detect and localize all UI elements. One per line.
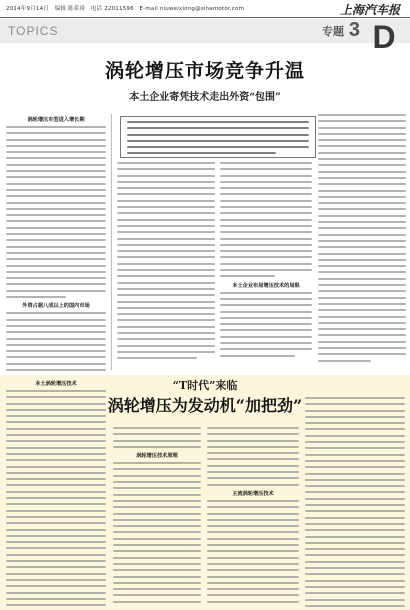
story1-column-1 (6, 114, 106, 372)
main-headline: 涡轮增压市场竞争升温 (104, 60, 305, 82)
section-letter: D (372, 19, 396, 55)
story2-column-1 (113, 427, 201, 607)
section-band (0, 19, 410, 55)
text-block (127, 121, 309, 154)
column-subtitle: 涡轮增压技术原理 (136, 453, 178, 460)
story2-headline: 涡轮增压为发动机“加把劲” (107, 396, 303, 415)
text-block (113, 462, 201, 607)
text-block (117, 162, 215, 359)
section-zhuanti: 专题 (322, 25, 344, 38)
story1-column-3 (220, 162, 312, 370)
page-date-line: 2014年9月14日 编辑 陈希琦 电话 22011596 E-mail niuweixiong@sinamotor.com (6, 6, 245, 12)
story2-kicker: “T时代”来临 (172, 379, 238, 392)
story1-column-2 (117, 162, 215, 370)
main-subhead: 本土企业寄凭技术走出外资“包围” (129, 92, 281, 103)
column-subtitle: 主流涡轮增压技术 (232, 490, 274, 497)
text-block (207, 500, 299, 607)
column-subtitle: 外资占据八成以上的国内市场 (22, 303, 90, 310)
text-block (113, 427, 201, 448)
column-subtitle: 涡轮增压车型进入增长期 (27, 117, 85, 123)
column-divider (111, 114, 112, 370)
story2-column-3 (305, 397, 405, 607)
story1-column-4 (318, 114, 406, 370)
text-block (6, 126, 106, 298)
page-number: 3 (348, 19, 360, 41)
text-block (6, 312, 106, 372)
intro-box (120, 116, 316, 158)
story2-column-2 (207, 427, 299, 607)
column-subtitle: 本土企业布局增压技术的局限 (232, 282, 300, 289)
story1-column-1-lower (6, 378, 106, 606)
page-header (0, 0, 410, 18)
text-block (6, 390, 106, 606)
section-label: TOPICS (8, 24, 59, 38)
column-subtitle: 本土涡轮增压技术 (35, 381, 77, 387)
text-block (318, 114, 406, 362)
text-block (220, 162, 312, 277)
newspaper-name: 上海汽车报 (339, 3, 400, 17)
text-block (207, 427, 299, 486)
text-block (220, 292, 312, 357)
text-block (305, 397, 405, 607)
